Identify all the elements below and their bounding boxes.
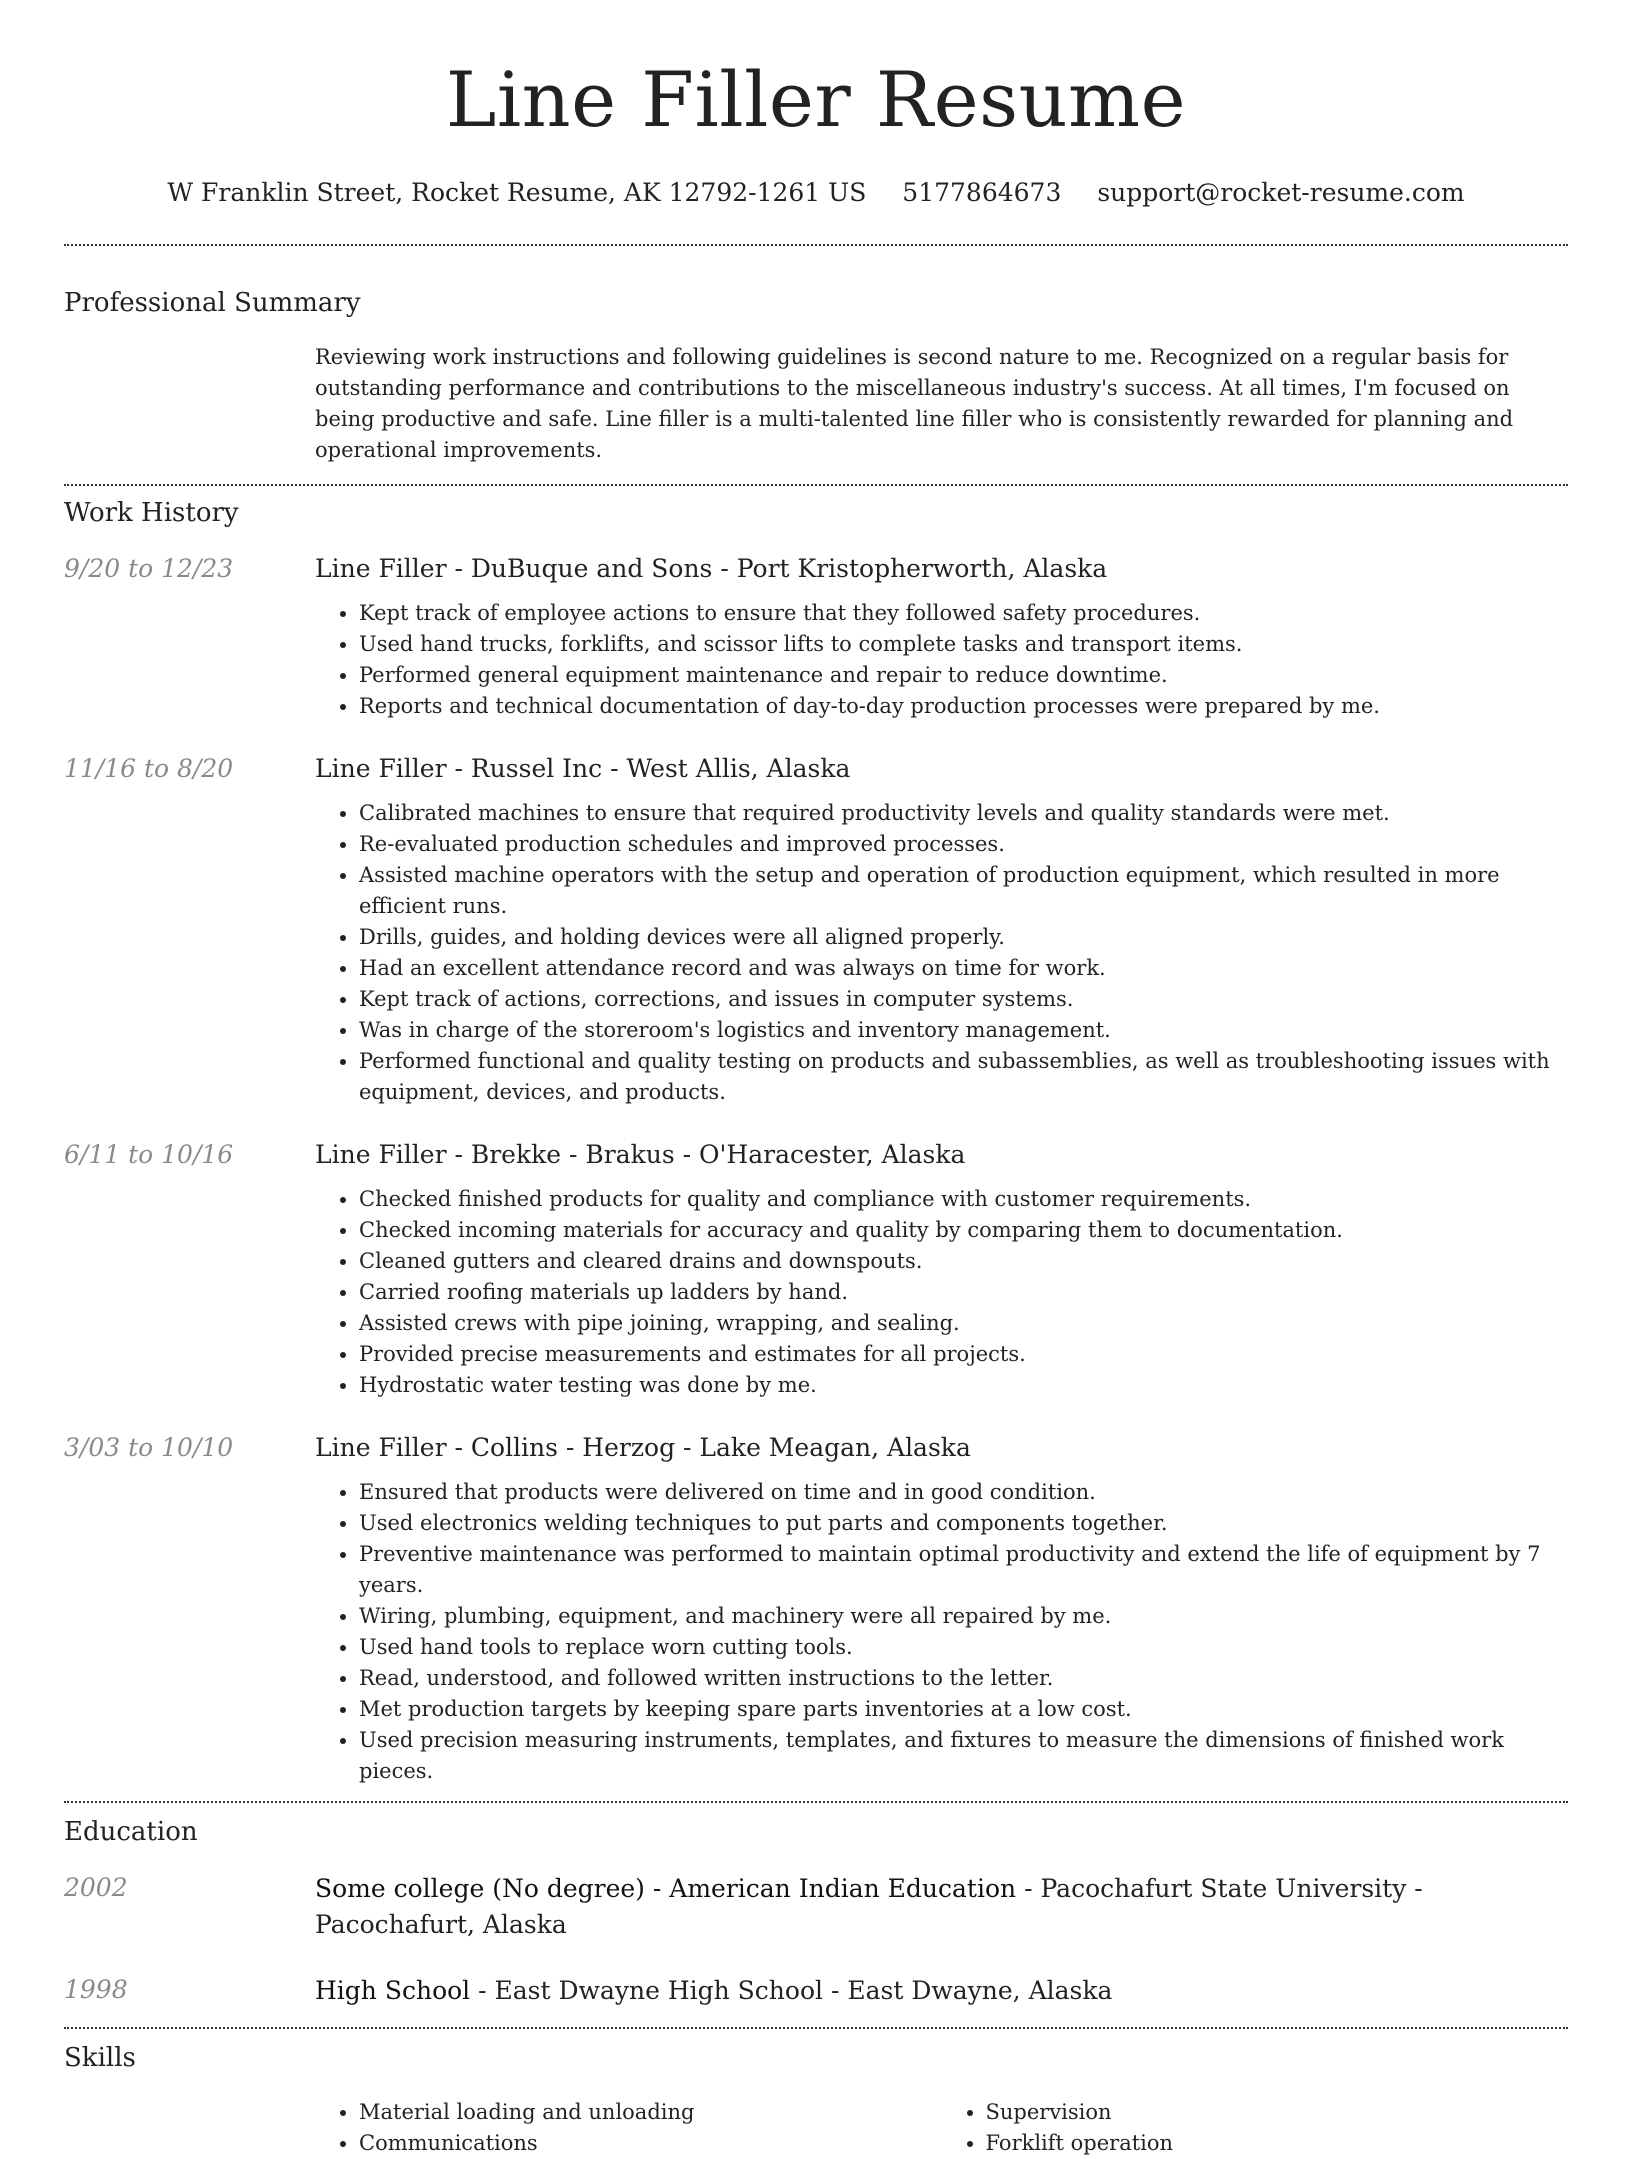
job-bullet: • Assisted machine operators with the setup and operation of production equipment, which resulted in more efficient runs.: [359, 860, 1568, 922]
summary-row: [64, 342, 1568, 466]
job-body: [315, 1138, 1568, 1401]
job-bullet: • Hydrostatic water testing was done by me.: [359, 1370, 1568, 1401]
job-bullet: • Reports and technical documentation of day-to-day production processes were prepared by me.: [359, 691, 1568, 722]
skill-item: • Material loading and unloading: [359, 2097, 942, 2128]
job-body: [315, 1431, 1568, 1787]
skills-row: [64, 2097, 1568, 2159]
job-title: Line Filler - DuBuque and Sons - Port Kristopherworth, Alaska: [315, 554, 1108, 583]
job-title: Line Filler - Collins - Herzog - Lake Meagan, Alaska: [315, 1433, 971, 1462]
job-bullet: • Assisted crews with pipe joining, wrapping, and sealing.: [359, 1308, 1568, 1339]
education-body: [315, 1871, 1568, 1943]
education-line: [315, 1871, 1568, 1943]
job-body: [315, 752, 1568, 1108]
job-bullet: • Kept track of employee actions to ensure that they followed safety procedures.: [359, 598, 1568, 629]
skill-item: • Forklift operation: [986, 2128, 1569, 2159]
section-heading-summary: Professional Summary: [64, 288, 361, 318]
contact-line: [64, 176, 1568, 210]
job-bullet: • Used hand trucks, forklifts, and scissor lifts to complete tasks and transport items.: [359, 629, 1568, 660]
skills-body: [315, 2097, 1568, 2159]
contact-address: W Franklin Street, Rocket Resume, AK 12792-1261 US: [167, 178, 867, 207]
divider: [64, 244, 1568, 246]
job-bullet: • Used hand tools to replace worn cutting tools.: [359, 1632, 1568, 1663]
job-title: Line Filler - Russel Inc - West Allis, Alaska: [315, 754, 851, 783]
summary-left-spacer: [64, 342, 315, 466]
skills-grid: [315, 2097, 1568, 2159]
job-bullet: • Re-evaluated production schedules and improved processes.: [359, 829, 1568, 860]
job-bullet: • Drills, guides, and holding devices were all aligned properly.: [359, 922, 1568, 953]
skills-list-right: [942, 2097, 1569, 2159]
skills-list-left: [315, 2097, 942, 2159]
contact-email: support@rocket-resume.com: [1097, 178, 1465, 207]
job-dates: 11/16 to 8/20: [64, 754, 234, 783]
job-bullet: • Had an excellent attendance record and was always on time for work.: [359, 953, 1568, 984]
summary-text: Reviewing work instructions and following guidelines is second nature to me. Recognized on a regular basis for outstanding performance and contributions to the miscellaneous industry's success. At all times, I'm focused on being productive and safe. Line filler is a multi-talented line filler who is consistently rewarded for planning and operational improvements.: [315, 345, 1514, 462]
job-bullets: [315, 1184, 1568, 1401]
resume-page: [64, 0, 1568, 2159]
divider: [64, 1801, 1568, 1803]
job-bullet: • Ensured that products were delivered on time and in good condition.: [359, 1477, 1568, 1508]
summary-body: [315, 342, 1568, 466]
education-line: [315, 1973, 1568, 2009]
education-school: - East Dwayne High School - East Dwayne, Alaska: [470, 1976, 1113, 2005]
section-heading-education: Education: [64, 1817, 198, 1847]
job-title: Line Filler - Brekke - Brakus - O'Haracester, Alaska: [315, 1140, 966, 1169]
job-entry: [64, 552, 1568, 722]
education-year: 1998: [64, 1975, 128, 2004]
job-bullets: [315, 598, 1568, 722]
job-bullets: [315, 798, 1568, 1108]
education-year: 2002: [64, 1873, 128, 1902]
job-dates: 6/11 to 10/16: [64, 1140, 234, 1169]
job-bullet: • Checked incoming materials for accuracy and quality by comparing them to documentation.: [359, 1215, 1568, 1246]
skills-left-spacer: [64, 2097, 315, 2159]
job-bullet: • Performed functional and quality testing on products and subassemblies, as well as troubleshooting issues with equipment, devices, and products.: [359, 1046, 1568, 1108]
job-bullet: • Kept track of actions, corrections, and issues in computer systems.: [359, 984, 1568, 1015]
job-entry: [64, 752, 1568, 1108]
education-body: [315, 1973, 1568, 2009]
job-bullets: [315, 1477, 1568, 1787]
job-bullet: • Carried roofing materials up ladders by hand.: [359, 1277, 1568, 1308]
job-dates: 9/20 to 12/23: [64, 554, 234, 583]
skill-item: • Supervision: [986, 2097, 1569, 2128]
education-entry: [64, 1973, 1568, 2009]
job-bullet: • Wiring, plumbing, equipment, and machinery were all repaired by me.: [359, 1601, 1568, 1632]
divider: [64, 484, 1568, 486]
education-degree: Some college (No degree) - American Indian Education: [315, 1874, 1017, 1903]
job-dates: 3/03 to 10/10: [64, 1433, 234, 1462]
job-bullet: • Used electronics welding techniques to put parts and components together.: [359, 1508, 1568, 1539]
divider: [64, 2027, 1568, 2029]
job-bullet: • Calibrated machines to ensure that required productivity levels and quality standards were met.: [359, 798, 1568, 829]
skill-item: • Communications: [359, 2128, 942, 2159]
section-heading-skills: Skills: [64, 2043, 136, 2073]
job-entry: [64, 1138, 1568, 1401]
job-bullet: • Used precision measuring instruments, templates, and fixtures to measure the dimensions of finished work pieces.: [359, 1725, 1568, 1787]
job-entry: [64, 1431, 1568, 1787]
job-bullet: • Preventive maintenance was performed to maintain optimal productivity and extend the life of equipment by 7 years.: [359, 1539, 1568, 1601]
education-entry: [64, 1871, 1568, 1943]
contact-phone: 5177864673: [902, 178, 1062, 207]
section-heading-work: Work History: [64, 498, 239, 528]
job-body: [315, 552, 1568, 722]
job-bullet: • Was in charge of the storeroom's logistics and inventory management.: [359, 1015, 1568, 1046]
job-bullet: • Read, understood, and followed written instructions to the letter.: [359, 1663, 1568, 1694]
education-school: - Pacochafurt State University - Pacochafurt, Alaska: [315, 1874, 1423, 1939]
job-bullet: • Performed general equipment maintenance and repair to reduce downtime.: [359, 660, 1568, 691]
education-degree: High School: [315, 1976, 471, 2005]
job-bullet: • Met production targets by keeping spare parts inventories at a low cost.: [359, 1694, 1568, 1725]
job-bullet: • Provided precise measurements and estimates for all projects.: [359, 1339, 1568, 1370]
resume-title: Line Filler Resume: [445, 55, 1187, 144]
job-bullet: • Cleaned gutters and cleared drains and downspouts.: [359, 1246, 1568, 1277]
job-bullet: • Checked finished products for quality and compliance with customer requirements.: [359, 1184, 1568, 1215]
